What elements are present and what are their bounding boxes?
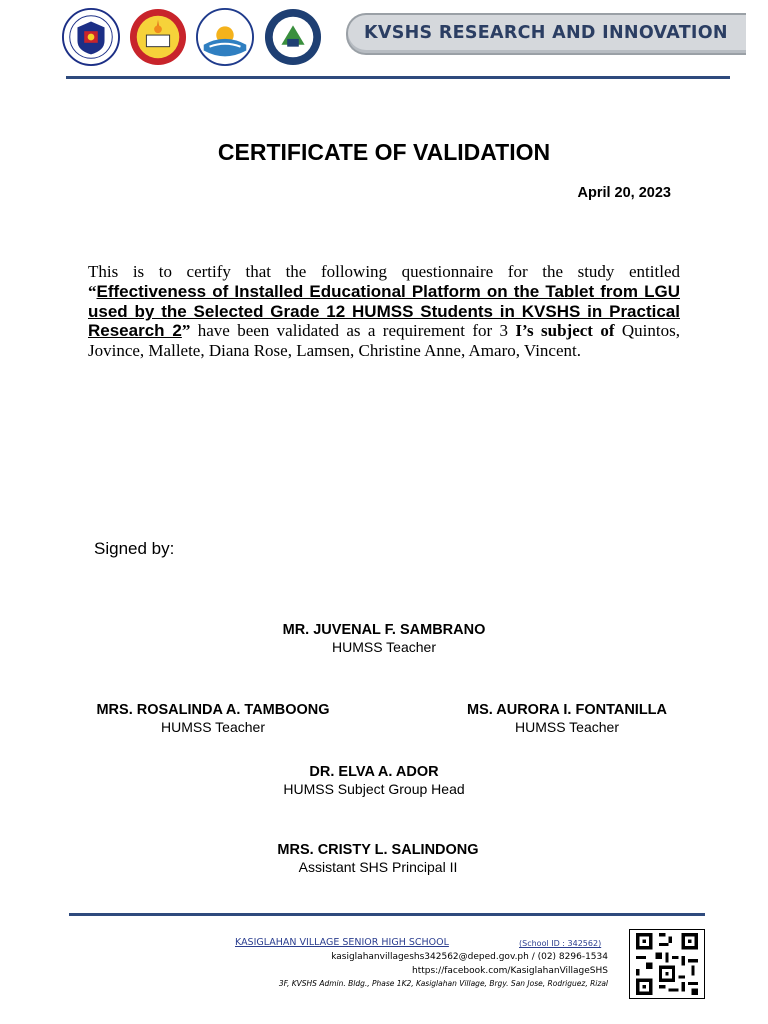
research-banner [346, 13, 746, 55]
researcher-names: Quintos, Jovince, Mallete, Diana Rose, Lamsen, Christine Anne, Amaro, Vincent. [88, 321, 680, 361]
body-middle: have been validated as a requirement for 3 [190, 321, 516, 341]
study-title: Effectiveness of Installed Educational Platform on the Tablet from LGU used by the Selected Grade 12 HUMSS Students in KVSHS in Practical Research 2 [88, 281, 680, 341]
signatory-block [64, 702, 362, 735]
signatory-role: HUMSS Subject Group Head [283, 781, 465, 797]
header-divider [66, 76, 730, 79]
subject-text: I’s subject of [515, 321, 615, 341]
signatory-name: MRS. ROSALINDA A. TAMBOONG [96, 702, 330, 718]
rizal-division-seal-logo [196, 8, 254, 66]
signatory-name: MR. JUVENAL F. SAMBRANO [282, 622, 486, 638]
certificate-date: April 20, 2023 [577, 185, 671, 201]
signatory-name: MS. AURORA I. FONTANILLA [466, 702, 668, 718]
facebook-link[interactable]: https://facebook.com/KasiglahanVillageSHS [411, 966, 608, 976]
signatory-name: DR. ELVA A. ADOR [309, 764, 439, 780]
signatory-role: HUMSS Teacher [331, 639, 436, 655]
deped-seal-logo [62, 8, 120, 66]
signed-by-label: Signed by: [94, 539, 175, 558]
signatory-block [224, 764, 524, 797]
body-intro: This is to certify that the following questionnaire for the study entitled [88, 262, 680, 281]
qr-code-icon [629, 929, 705, 999]
school-address: 3F, KVSHS Admin. Bldg., Phase 1K2, Kasiglahan Village, Brgy. San Jose, Rodriguez, Rizal [278, 979, 608, 988]
open-quote: “ [88, 281, 97, 301]
kvshs-seal-logo [264, 8, 322, 66]
signatory-role: HUMSS Teacher [160, 719, 265, 735]
banner-title: KVSHS RESEARCH AND INNOVATION [364, 23, 728, 43]
signatory-block [428, 702, 706, 735]
school-id: (School ID : 342562) [519, 939, 602, 948]
email-phone[interactable]: kasiglahanvillageshs342562@deped.gov.ph / (02) 8296-1534 [331, 952, 608, 962]
education-division-seal-logo [129, 8, 187, 66]
signatory-block [228, 842, 528, 875]
school-name-link[interactable]: KASIGLAHAN VILLAGE SENIOR HIGH SCHOOL [235, 937, 449, 948]
certificate-title: CERTIFICATE OF VALIDATION [217, 139, 551, 165]
footer-divider [69, 913, 705, 916]
certificate-body [88, 262, 680, 361]
signatory-block [234, 622, 534, 655]
signatory-name: MRS. CRISTY L. SALINDONG [277, 842, 479, 858]
signatory-role: HUMSS Teacher [514, 719, 619, 735]
signatory-role: Assistant SHS Principal II [298, 859, 458, 875]
close-quote: ” [181, 321, 191, 341]
